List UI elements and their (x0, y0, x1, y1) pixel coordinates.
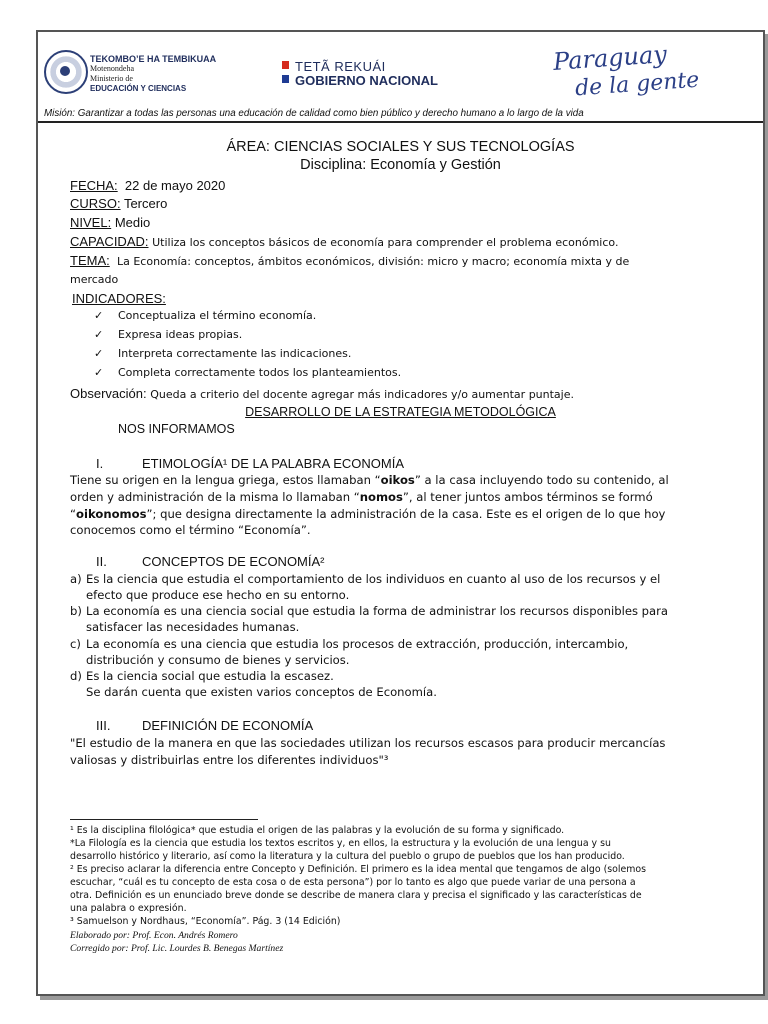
item-marker: d) (70, 669, 82, 683)
document-page (36, 30, 765, 996)
indicator-item (94, 309, 316, 322)
curso-label: CURSO: (70, 196, 121, 211)
footnote-divider (70, 819, 258, 820)
check-icon: ✓ (94, 347, 104, 360)
brand-line-1: Paraguay (552, 40, 668, 76)
section-1-line-3 (70, 506, 732, 522)
curso-field (70, 196, 167, 211)
footnote-line: ³ Samuelson y Nordhaus, “Economía”. Pág. 3 (14 Edición) (70, 916, 341, 927)
footnote-line: ² Es preciso aclarar la diferencia entre Concepto y Definición. El primero es la idea mental que tengamos de algo (solemos (70, 864, 646, 875)
section-1-title: ETIMOLOGÍA¹ DE LA PALABRA ECONOMÍA (142, 456, 404, 471)
flag-icon (282, 61, 289, 85)
nivel-field (70, 215, 150, 230)
footnote-line: escuchar, “cuál es tu concepto de esta cosa o de esta persona”) por lo tanto es algo que puede variar de una persona a (70, 877, 636, 888)
observacion-label: Observación: (70, 386, 147, 401)
term-oikonomos: oikonomos (76, 507, 147, 521)
item-text: Es la ciencia que estudia el comportamiento de los individuos en cuanto al uso de los recursos y el (86, 572, 661, 586)
item-text: La economía es una ciencia social que estudia la forma de administrar los recursos disponibles para (86, 604, 669, 618)
section-1-line-1 (70, 472, 732, 488)
area-title: ÁREA: CIENCIAS SOCIALES Y SUS TECNOLOGÍAS (226, 139, 575, 155)
check-icon: ✓ (94, 366, 104, 379)
footnote-line: desarrollo histórico y literario, así como la literatura y la cultura del pueblo o grupo de pueblos que los han producido. (70, 851, 625, 862)
section-1-number: I. (96, 456, 104, 471)
concept-item-continued: satisfacer las necesidades humanas. (86, 620, 300, 634)
ministry-line-1: TEKOMBO’E HA TEMBIKUAA (90, 54, 217, 64)
term-nomos: nomos (359, 490, 403, 504)
item-text: Es la ciencia social que estudia la escasez. (86, 669, 334, 683)
item-marker: b) (70, 604, 82, 618)
header-divider (38, 121, 763, 123)
observacion-field (70, 386, 574, 401)
section-1-line-4: conocemos como el término “Economía”. (70, 523, 311, 537)
tema-field (70, 253, 629, 268)
fecha-value: 22 de mayo 2020 (124, 178, 226, 193)
footnote-line: una palabra o expresión. (70, 903, 187, 914)
concept-item-continued: Se darán cuenta que existen varios conceptos de Economía. (86, 685, 437, 699)
footnote-line: ¹ Es la disciplina filológica* que estudia el origen de las palabras y la evolución de su forma y significado. (70, 825, 565, 836)
curso-value: Tercero (123, 196, 168, 211)
concept-item (70, 572, 660, 586)
concept-item-continued: efecto que produce ese hecho en su entorno. (86, 588, 350, 602)
indicator-text: Expresa ideas propias. (118, 328, 243, 341)
section-1-line-2 (70, 489, 732, 505)
nos-informamos-heading: NOS INFORMAMOS (118, 422, 235, 436)
text-run: “ (70, 507, 77, 521)
section-2-title: CONCEPTOS DE ECONOMÍA² (142, 554, 325, 569)
ministry-line-2: Motenondeha (90, 64, 134, 73)
section-3-title: DEFINICIÓN DE ECONOMÍA (142, 718, 314, 733)
concept-item (70, 669, 334, 683)
fecha-label: FECHA: (70, 178, 118, 193)
term-oikos: oikos (380, 473, 415, 487)
paraguay-brand-logo (552, 40, 701, 104)
check-icon: ✓ (94, 309, 104, 322)
indicator-item (94, 347, 351, 360)
indicator-text: Completa correctamente todos los planteamientos. (118, 366, 402, 379)
letterhead (38, 32, 763, 108)
indicadores-label-text: INDICADORES: (72, 291, 166, 306)
ministry-line-4: EDUCACIÓN Y CIENCIAS (90, 84, 187, 93)
desarrollo-heading: DESARROLLO DE LA ESTRATEGIA METODOLÓGICA (245, 405, 556, 419)
section-3-number: III. (96, 718, 111, 733)
text-run: orden y administración de la misma lo llamaban “ (70, 490, 360, 504)
ministry-line-3: Ministerio de (90, 74, 133, 83)
tema-label: TEMA: (70, 253, 110, 268)
capacidad-value: Utiliza los conceptos básicos de economía para comprender el problema económico. (152, 236, 619, 249)
indicator-item (94, 328, 242, 341)
concept-item (70, 637, 628, 651)
tema-value-continued: mercado (70, 273, 119, 286)
indicadores-label (72, 291, 166, 306)
fecha-field (70, 178, 225, 193)
observacion-value: Queda a criterio del docente agregar más indicadores y/o aumentar puntaje. (150, 388, 574, 401)
indicator-text: Conceptualiza el término economía. (118, 309, 317, 322)
text-run: ” a la casa incluyendo todo su contenido, al (414, 473, 669, 487)
section-3-line-2: valiosas y distribuirlas entre los diferentes individuos"³ (70, 753, 389, 767)
nivel-label: NIVEL: (70, 215, 112, 230)
discipline-title: Disciplina: Economía y Gestión (300, 157, 501, 173)
capacidad-label: CAPACIDAD: (70, 234, 149, 249)
government-line-2: GOBIERNO NACIONAL (295, 73, 438, 88)
ministry-seal-icon (44, 50, 88, 94)
indicator-item (94, 366, 401, 379)
section-2-number: II. (96, 554, 107, 569)
text-run: ”; que designa directamente la administración de la casa. Este es el origen de lo que hoy (146, 507, 666, 521)
concept-item (70, 604, 668, 618)
government-line-1: TETÃ REKUÁI (295, 59, 386, 74)
text-run: Tiene su origen en la lengua griega, estos llamaban “ (70, 473, 381, 487)
section-3-line-1: "El estudio de la manera en que las sociedades utilizan los recursos escasos para producir mercancías (70, 736, 666, 750)
mission-statement: Misión: Garantizar a todas las personas una educación de calidad como bien público y derecho humano a lo largo de la vida (44, 108, 584, 119)
footnote-line: otra. Definición es un enunciado breve donde se describe de manera clara y precisa el significado y las características de (70, 890, 642, 901)
ministry-name (90, 54, 216, 94)
item-marker: a) (70, 572, 82, 586)
capacidad-field (70, 234, 618, 249)
text-run: ”, al tener juntos ambos términos se formó (402, 490, 653, 504)
indicator-text: Interpreta correctamente las indicaciones. (118, 347, 352, 360)
footnote-line: *La Filología es la ciencia que estudia los textos escritos y, en ellos, la estructura y la evolución de una lengua y su (70, 838, 611, 849)
concept-item-continued: distribución y consumo de bienes y servicios. (86, 653, 350, 667)
elaborado-credit: Elaborado por: Prof. Econ. Andrés Romero (70, 930, 238, 941)
brand-line-2: de la gente (574, 67, 701, 102)
item-text: La economía es una ciencia que estudia los procesos de extracción, producción, intercambio, (86, 637, 629, 651)
item-marker: c) (70, 637, 81, 651)
tema-value: La Economía: conceptos, ámbitos económicos, división: micro y macro; economía mixta y de (116, 255, 630, 268)
nivel-value: Medio (114, 215, 151, 230)
check-icon: ✓ (94, 328, 104, 341)
corregido-credit: Corregido por: Prof. Lic. Lourdes B. Benegas Martínez (70, 943, 284, 954)
